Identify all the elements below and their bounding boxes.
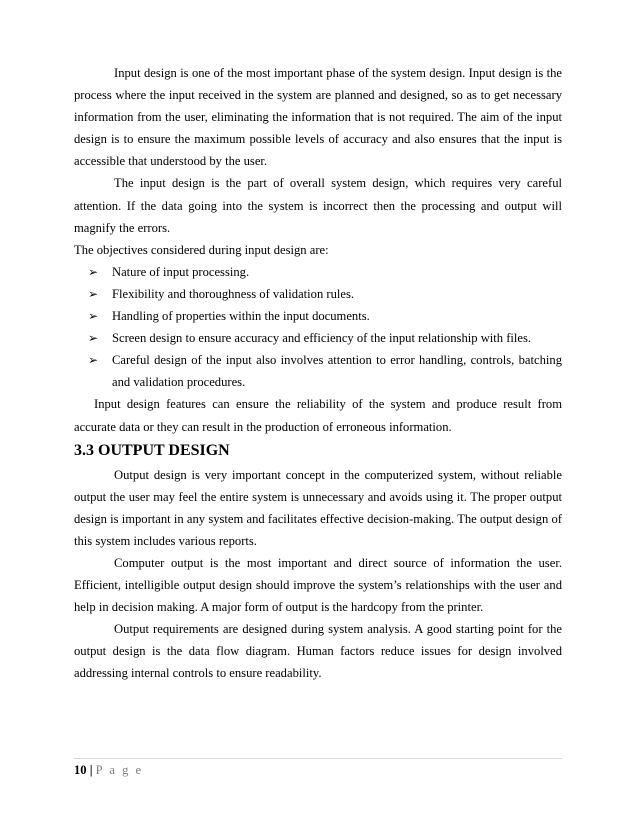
page-label: P a g e: [95, 763, 144, 777]
objectives-list: [74, 261, 562, 394]
page-footer: [74, 762, 143, 778]
list-item-text: Handling of properties within the input documents.: [112, 309, 370, 324]
paragraph-input-design-features: Input design features can ensure the reliability of the system and produce result from accurate data or they can result in the production of erroneous information.: [74, 397, 562, 434]
list-item: [88, 261, 562, 283]
list-item-text: Careful design of the input also involves attention to error handling, controls, batching and validation procedures.: [112, 353, 562, 390]
paragraph-objectives-lead: The objectives considered during input design are:: [74, 242, 329, 257]
document-body: [74, 62, 562, 685]
footer-divider: [74, 758, 562, 759]
list-item-text: Flexibility and thoroughness of validation rules.: [112, 286, 355, 301]
arrow-bullet-icon: ➢: [88, 286, 99, 301]
list-item: [88, 283, 562, 305]
list-item: [88, 327, 562, 349]
paragraph-input-design-intro: Input design is one of the most important phase of the system design. Input design is the process where the input received in the system are planned and designed, so as to get necessary information from the user, eliminating the information that is not required. The aim of the input design is to ensure the maximum possible levels of accuracy and also ensures that the input is accessible that understood by the user.: [74, 66, 562, 169]
section-heading-output-design: 3.3 OUTPUT DESIGN: [74, 441, 230, 459]
paragraph-input-design-attention: The input design is the part of overall system design, which requires very careful attention. If the data going into the system is incorrect then the processing and output will magnify the errors.: [74, 176, 562, 235]
list-item: [88, 305, 562, 327]
list-item-text: Nature of input processing.: [112, 264, 250, 279]
arrow-bullet-icon: ➢: [88, 353, 99, 368]
paragraph-output-design-intro: Output design is very important concept in the computerized system, without reliable output the user may feel the entire system is unnecessary and avoids using it. The proper output design is important in any system and facilitates effective decision-making. The output design of this system includes various reports.: [74, 467, 562, 548]
paragraph-computer-output: Computer output is the most important and direct source of information the user. Efficient, intelligible output design should improve the system’s relationships with the user and help in decision making. A major form of output is the hardcopy from the printer.: [74, 555, 562, 615]
arrow-bullet-icon: ➢: [88, 264, 99, 279]
page-number: 10: [74, 763, 87, 777]
arrow-bullet-icon: ➢: [88, 309, 99, 324]
arrow-bullet-icon: ➢: [88, 331, 99, 346]
list-item-text: Screen design to ensure accuracy and efficiency of the input relationship with files.: [112, 331, 532, 346]
paragraph-output-requirements: Output requirements are designed during system analysis. A good starting point for the output design is the data flow diagram. Human factors reduce issues for design involved addressing internal controls to ensure readability.: [74, 622, 562, 681]
footer-separator: |: [86, 763, 96, 777]
list-item: [88, 349, 562, 393]
